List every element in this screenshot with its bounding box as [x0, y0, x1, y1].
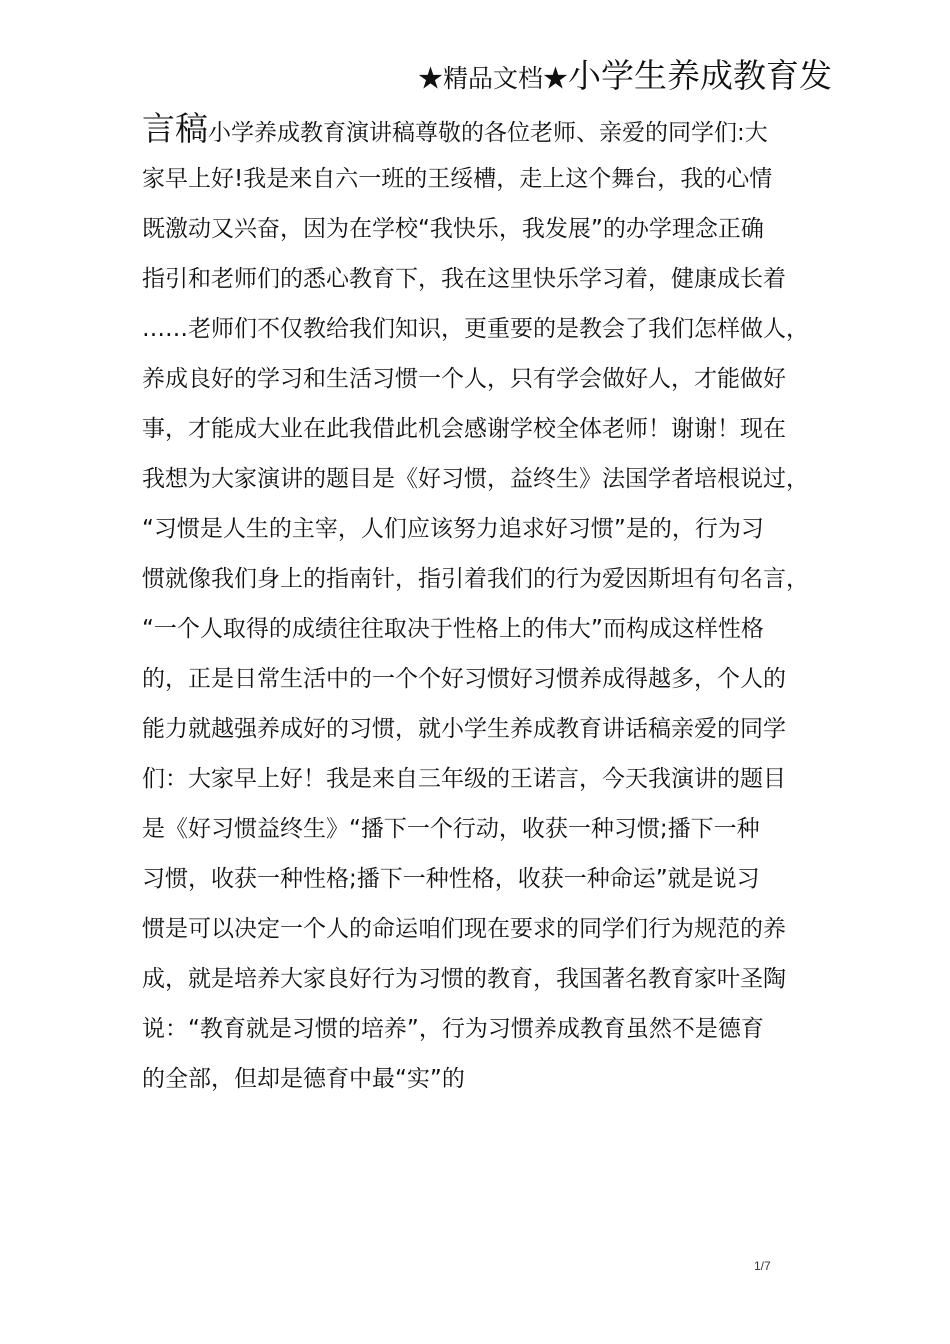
text-line: 说：“教育就是习惯的培养”，行为习惯养成教育虽然不是德育	[142, 1016, 764, 1042]
text-line: ……老师们不仅教给我们知识，更重要的是教会了我们怎样做人，	[142, 316, 809, 342]
document-title	[418, 56, 832, 102]
text-line: 成，就是培养大家良好行为习惯的教育，我国著名教育家叶圣陶	[142, 966, 786, 992]
page-number: 1/7	[754, 1259, 771, 1273]
text-line: 们：大家早上好！我是来自三年级的王诺言，今天我演讲的题目	[142, 766, 786, 792]
text-line: 的，正是日常生活中的一个个好习惯好习惯养成得越多，个人的	[142, 666, 786, 692]
text-line: 既激动又兴奋，因为在学校“我快乐，我发展”的办学理念正确	[142, 216, 764, 242]
title-text: 小学生养成教育发	[568, 56, 832, 95]
text-line: 惯就像我们身上的指南针，指引着我们的行为爱因斯坦有句名言，	[142, 566, 809, 592]
text-line: “一个人取得的成绩往往取决于性格上的伟大”而构成这样性格	[142, 616, 764, 642]
title-continuation: 言稿	[142, 109, 208, 148]
text-line: 事，才能成大业在此我借此机会感谢学校全体老师！谢谢！现在	[142, 416, 786, 442]
text-line: 习惯，收获一种性格;播下一种性格，收获一种命运”就是说习	[142, 866, 760, 892]
text-line: 养成良好的学习和生活习惯一个人，只有学会做好人，才能做好	[142, 366, 786, 392]
text-line: 是《好习惯益终生》“播下一个行动，收获一种习惯;播下一种	[142, 816, 760, 842]
text-line: 能力就越强养成好的习惯，就小学生养成教育讲话稿亲爱的同学	[142, 716, 786, 742]
text-line: 我想为大家演讲的题目是《好习惯，益终生》法国学者培根说过，	[142, 466, 809, 492]
text-line: “习惯是人生的主宰，人们应该努力追求好习惯”是的，行为习	[142, 516, 764, 542]
text-line: 指引和老师们的悉心教育下，我在这里快乐学习着，健康成长着	[142, 266, 786, 292]
text-line: 家早上好!我是来自六一班的王绥槽，走上这个舞台，我的心情	[142, 166, 773, 192]
title-badge: ★精品文档★	[417, 64, 568, 93]
text-line-content: 小学养成教育演讲稿尊敬的各位老师、亲爱的同学们:大	[208, 120, 768, 146]
text-line: 惯是可以决定一个人的命运咱们现在要求的同学们行为规范的养	[142, 916, 786, 942]
text-line	[142, 104, 842, 154]
text-line: 的全部，但却是德育中最“实”的	[142, 1066, 465, 1092]
body-text	[142, 104, 842, 1104]
